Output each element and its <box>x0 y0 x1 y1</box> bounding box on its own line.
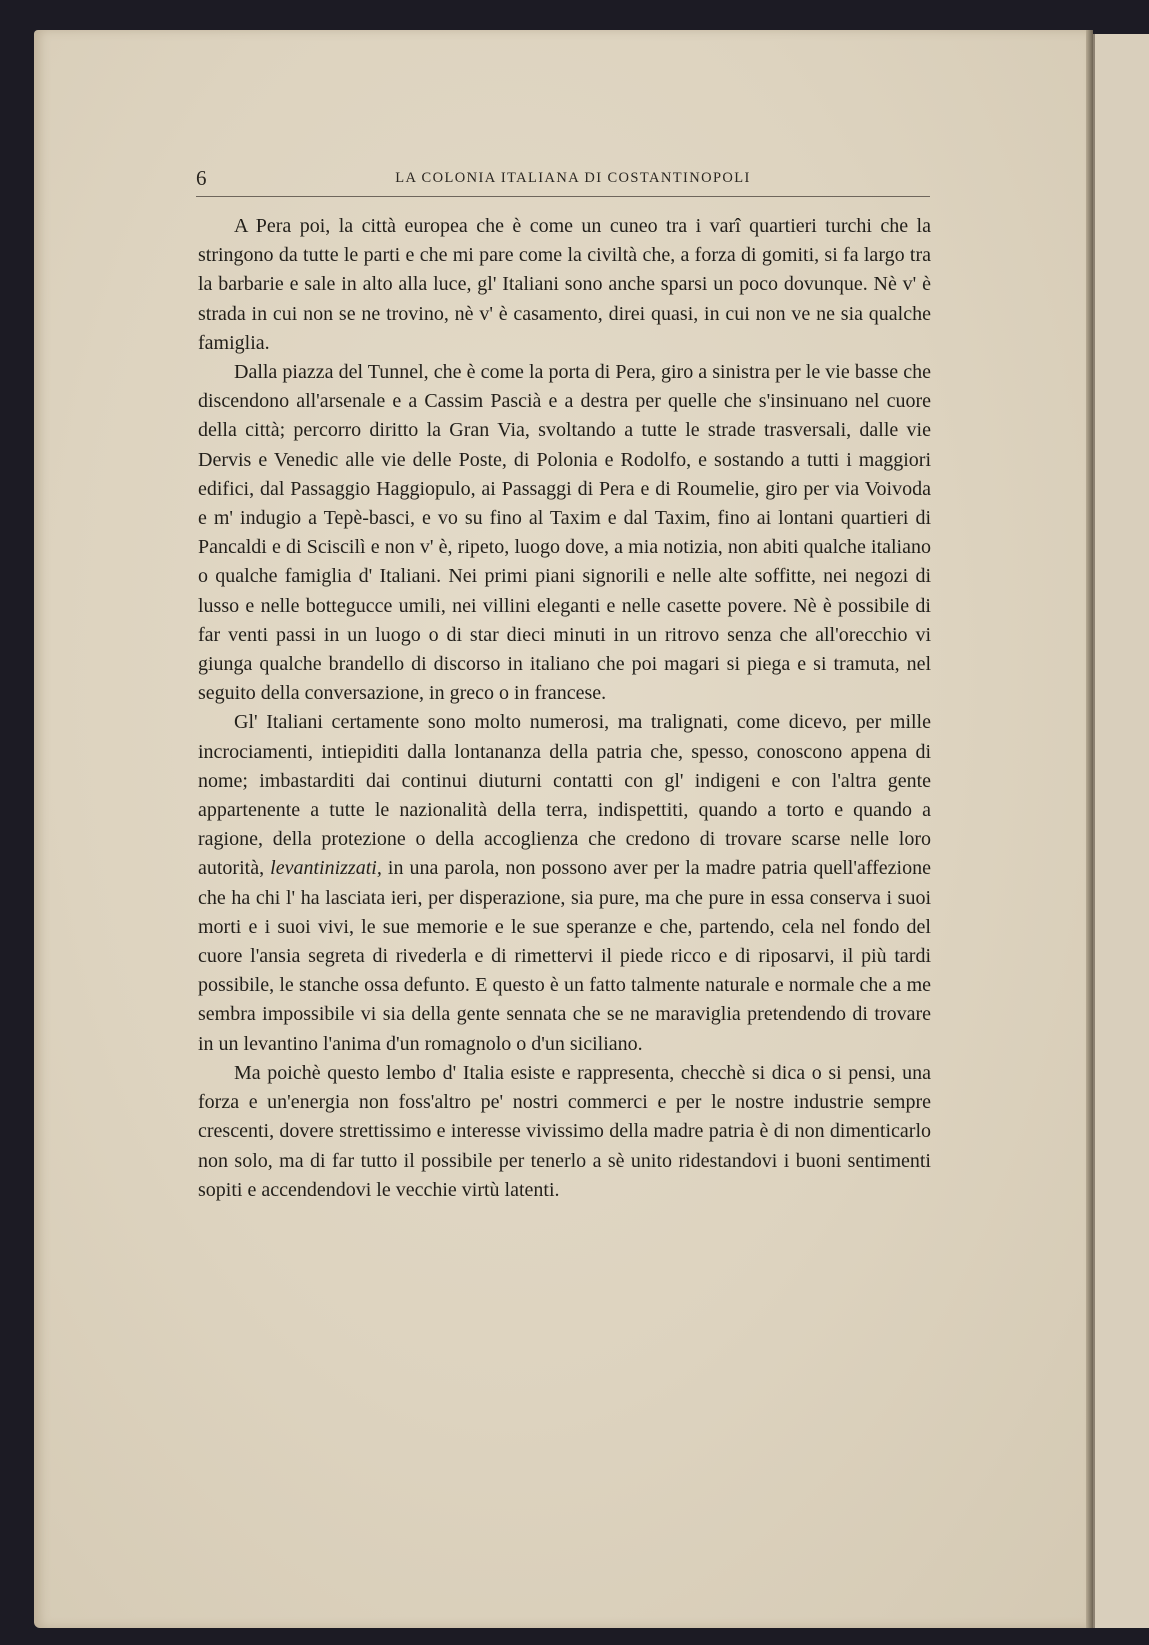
facing-page-edge <box>1093 34 1149 1628</box>
page-header <box>196 166 930 197</box>
paragraph-3 <box>198 708 931 1058</box>
body-text <box>198 212 931 1205</box>
paragraph-2: Dalla piazza del Tunnel, che è come la porta di Pera, giro a sinistra per le vie basse che discendono all'arsenale e a Cassim Pascià e a destra per quelle che s'insinuano nel cuore della città; percorro diritto la Gran Via, svoltando a tutte le strade trasversali, dalle vie Dervis e Venedic alle vie delle Poste, di Polonia e Rodolfo, e sostando a tutti i maggiori edifici, dal Passaggio Haggiopulo, ai Passaggi di Pera e di Roumelie, giro per via Voivoda e m' indugio a Tepè-basci, e vo su fino al Taxim e dal Taxim, fino ai lontani quartieri di Pancaldi e di Sciscilì e non v' è, ripeto, luogo dove, a mia notizia, non abiti qualche italiano o qualche famiglia d' Italiani. Nei primi piani signorili e nelle alte soffitte, nei negozi di lusso e nelle botteguсce umili, nei villini eleganti e nelle casette povere. Nè è possibile di far venti passi in un luogo o di star dieci minuti in un ritrovo senza che all'orecchio vi giunga qualche brandello di discorso in italiano che poi magari si piega e si tramuta, nel seguito della conversazione, in greco o in francese. <box>198 361 931 705</box>
paragraph-3-text-before: Gl' Italiani certamente sono molto numerosi, ma tralignati, come dicevo, per mille incrociamenti, intiepiditi dalla lontananza della patria che, spesso, conoscono appena di nome; imbastarditi dai continui diuturni contatti con gl' indigeni e con l'altra gente appartenente a tutte le nazionalità della terra, indispettiti, quando a torto e quando a ragione, della protezione o della accoglienza che credono di trovare scarse nelle loro autorità, <box>198 711 931 880</box>
running-title: LA COLONIA ITALIANA DI COSTANTINOPOLI <box>395 170 751 186</box>
page-number: 6 <box>196 166 207 190</box>
paragraph-4: Ma poichè questo lembo d' Italia esiste e rappresenta, checchè si dica o si pensi, una forza e un'energia non foss'altro pe' nostri commerci e per le nostre industrie sempre crescenti, dovere strettissimo e interesse vivissimo della madre patria è di non dimenticarlo non solo, ma di far tutto il possibile per tenerlo a sè unito ridestandovi i buoni sentimenti sopiti e accendendovi le vecchie virtù latenti. <box>198 1061 931 1201</box>
paragraph-1: A Pera poi, la città europea che è come un cuneo tra i varî quartieri turchi che la stringono da tutte le parti e che mi pare come la civiltà che, a forza di gomiti, si fa largo tra la barbarie e sale in alto alla luce, gl' Italiani sono anche sparsi un poco dovunque. Nè v' è strada in cui non se ne trovino, nè v' è casamento, direi quasi, in cui non ve ne sia qualche famiglia. <box>198 215 931 354</box>
book-gutter <box>1086 30 1093 1628</box>
italic-term: levantinizzati, <box>270 857 382 880</box>
paragraph-3-text-after: in una parola, non possono aver per la madre patria quell'affezione che ha chi l' ha lasciata ieri, per disperazione, sia pure, ma che pure in essa conserva i suoi morti e i suoi vivi, le sue memorie e le sue speranze e che, partendo, cela nel fondo del cuore l'ansia segreta di rivederla e di rimettervi il piede ricco e di riposarvi, il più tardi possibile, le stanche ossa defunto. E questo è un fatto talmente naturale e normale che a me sembra impossibile vi sia della gente sennata che se ne maraviglia pretendendo di trovare in un levantino l'anima d'un romagnolo o d'un siciliano. <box>198 857 931 1055</box>
